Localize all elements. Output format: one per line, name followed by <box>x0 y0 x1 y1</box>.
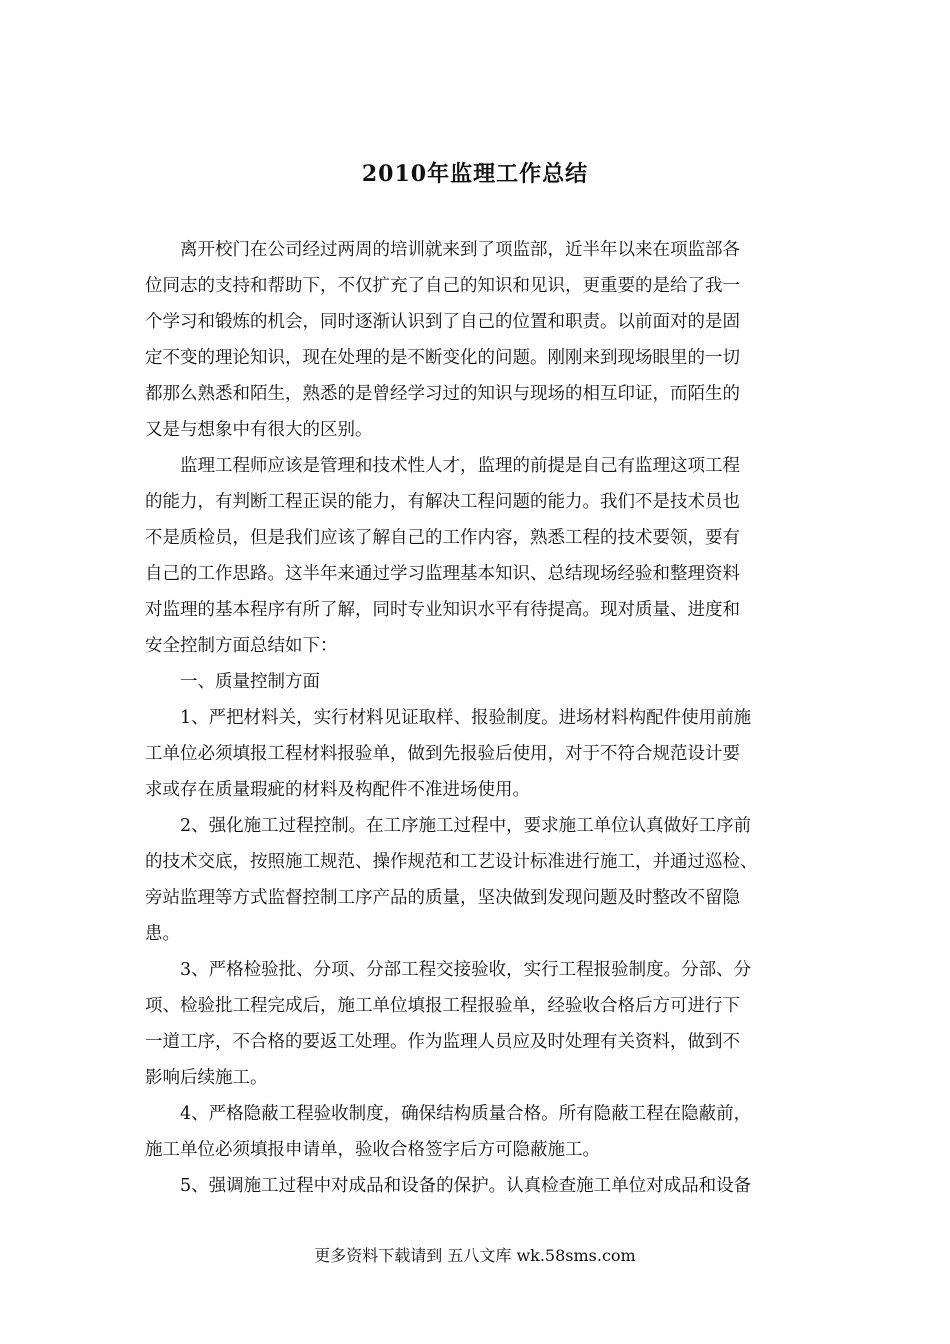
body-line: 位同志的支持和帮助下，不仅扩充了自己的知识和见识，更重要的是给了我一 <box>145 276 740 296</box>
body-line: 施工单位必须填报申请单，验收合格签字后方可隐蔽施工。 <box>145 1140 600 1160</box>
body-line: 患。 <box>145 924 180 944</box>
body-line: 离开校门在公司经过两周的培训就来到了项监部，近半年以来在项监部各 <box>145 240 740 260</box>
body-line: 监理工程师应该是管理和技术性人才，监理的前提是自己有监理这项工程 <box>145 456 740 476</box>
body-line: 2、强化施工过程控制。在工序施工过程中，要求施工单位认真做好工序前 <box>145 816 752 836</box>
body-line: 项、检验批工程完成后，施工单位填报工程报验单，经验收合格后方可进行下 <box>145 996 740 1016</box>
body-line: 自己的工作思路。这半年来通过学习监理基本知识、总结现场经验和整理资料 <box>145 564 740 584</box>
page-footer: 更多资料下载请到 五八文库 wk.58sms.com <box>314 1246 636 1265</box>
body-line: 4、严格隐蔽工程验收制度，确保结构质量合格。所有隐蔽工程在隐蔽前， <box>145 1104 752 1124</box>
body-line: 都那么熟悉和陌生，熟悉的是曾经学习过的知识与现场的相互印证，而陌生的 <box>145 384 740 404</box>
body-line: 求或存在质量瑕疵的材料及构配件不准进场使用。 <box>145 780 530 800</box>
body-line: 1、严把材料关，实行材料见证取样、报验制度。进场材料构配件使用前施 <box>145 708 752 728</box>
section-heading: 一、质量控制方面 <box>145 672 320 692</box>
body-line: 5、强调施工过程中对成品和设备的保护。认真检查施工单位对成品和设备 <box>145 1176 752 1196</box>
body-line: 旁站监理等方式监督控制工序产品的质量，坚决做到发现问题及时整改不留隐 <box>145 888 740 908</box>
body-line: 一道工序，不合格的要返工处理。作为监理人员应及时处理有关资料，做到不 <box>145 1032 740 1052</box>
body-line: 3、严格检验批、分项、分部工程交接验收，实行工程报验制度。分部、分 <box>145 960 752 980</box>
body-line: 安全控制方面总结如下： <box>145 636 338 656</box>
body-line: 不是质检员，但是我们应该了解自己的工作内容，熟悉工程的技术要领，要有 <box>145 528 740 548</box>
document-title: 2010年监理工作总结 <box>361 161 589 187</box>
body-line: 定不变的理论知识，现在处理的是不断变化的问题。刚刚来到现场眼里的一切 <box>145 348 740 368</box>
body-line: 个学习和锻炼的机会，同时逐渐认识到了自己的位置和职责。以前面对的是固 <box>145 312 740 332</box>
body-line: 工单位必须填报工程材料报验单，做到先报验后使用，对于不符合规范设计要 <box>145 744 740 764</box>
body-line: 的技术交底，按照施工规范、操作规范和工艺设计标准进行施工，并通过巡检、 <box>145 852 758 872</box>
body-line: 对监理的基本程序有所了解，同时专业知识水平有待提高。现对质量、进度和 <box>145 600 740 620</box>
document-body <box>145 232 807 1204</box>
body-line: 的能力，有判断工程正误的能力，有解决工程问题的能力。我们不是技术员也 <box>145 492 740 512</box>
body-line: 又是与想象中有很大的区别。 <box>145 420 373 440</box>
body-line: 影响后续施工。 <box>145 1068 268 1088</box>
